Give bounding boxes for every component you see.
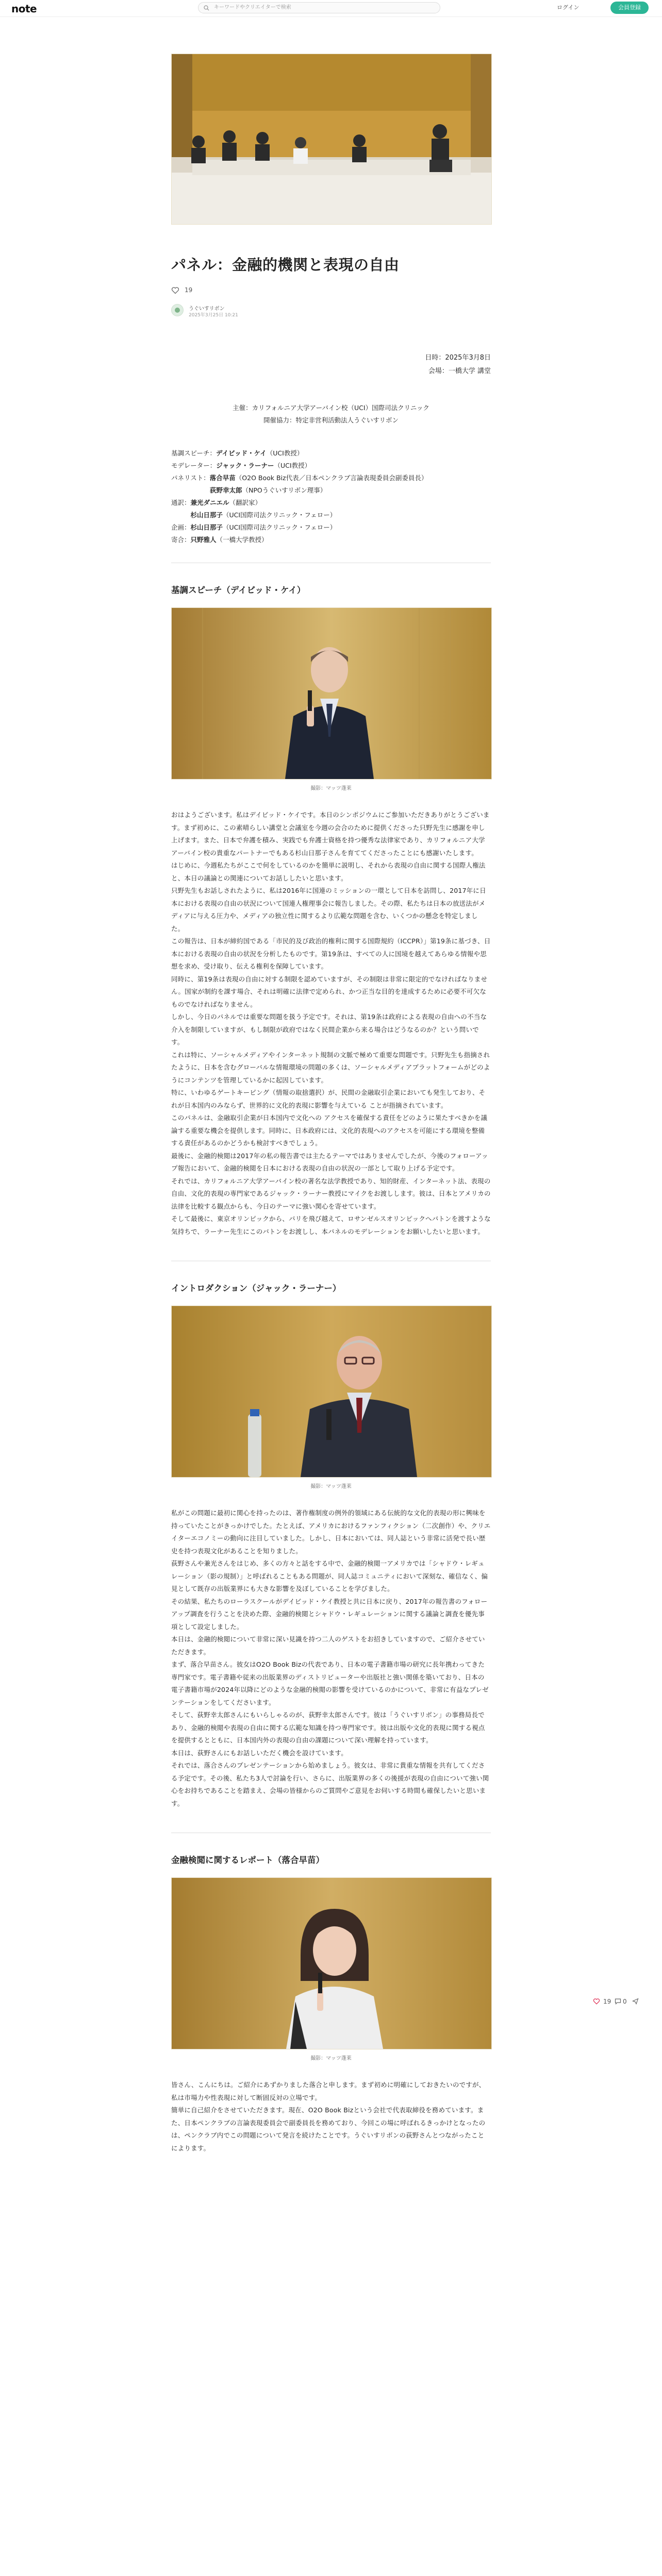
paragraph: 只野先生もお話しされたように、私は2016年に国連のミッションの一環として日本を訪問し、2017年に日本における表現の自由の状況について国連人権理事会に報告しました。その際、私たちは日本の放送法がメディアに与える圧力や、メディアの独立性に関するより広範な問題を含む、いくつかの懸念を特定しました。 <box>171 887 486 933</box>
role-note: （O2O Book Biz代表／日本ペンクラブ言論表現委員会副委員長） <box>235 474 428 482</box>
avatar[interactable] <box>171 304 184 316</box>
introduction-photo <box>171 1306 492 1478</box>
role-label: 基調スピーチ： <box>171 449 217 457</box>
heart-icon[interactable] <box>593 1998 600 2005</box>
role-note: （翻訳家） <box>229 499 262 506</box>
paragraph: このパネルは、金融取引企業が日本国内で文化への アクセスを確保する責任をどのように果たすべきかを議論する重要な機会を提供します。同時に、日本政府には、文化的表現へのアクセスを可能にする環境を整備する責任があるのかどうかも検討すべきでしょう。 <box>171 1114 488 1147</box>
role-line <box>171 484 491 497</box>
keynote-body <box>171 809 491 1238</box>
paragraph: そして、荻野幸太郎さんにもいらしゃるのが、荻野幸太郎さんです。彼は「うぐいすリボン」の事務局長であり、金融的検閲や表現の自由に関する広範な知識を持つ専門家です。彼は出版や文化的表現に関する視点を提供するとともに、日本国内外の表現の自由の課題について深い理解を持っています。 <box>171 1711 485 1744</box>
role-note: （UCI教授） <box>274 462 311 469</box>
hero-photo <box>171 54 492 225</box>
role-name: 落合早苗 <box>209 474 236 482</box>
section-heading-introduction: イントロダクション（ジャック・ラーナー） <box>171 1283 341 1293</box>
author-name[interactable]: うぐいすリボン <box>189 306 225 312</box>
paragraph: 最後に、金融的検閲は2017年の私の報告書では主たるテーマではありませんでしたが、今後のフォローアップ報告において、金融的検閲を日本における表現の自由の状況の一部として取り上げる予定です。 <box>171 1151 488 1172</box>
event-host: 主催：カリフォルニア大学アーバイン校（UCI）国際司法クリニック <box>233 404 429 412</box>
role-line <box>171 447 491 460</box>
login-link[interactable]: ログイン <box>557 4 580 11</box>
role-line <box>171 534 491 546</box>
roles-list <box>171 447 491 546</box>
section-heading-report: 金融検閲に関するレポート（落合早苗） <box>171 1855 324 1865</box>
role-note: （NPOうぐいすリボン理事） <box>242 486 327 494</box>
role-note: （UCI教授） <box>266 449 304 457</box>
signup-button[interactable]: 会員登録 <box>610 2 649 14</box>
role-name: 杉山日那子 <box>190 523 223 531</box>
photo-caption: 撮影：マッツ蓬莱 <box>310 2056 352 2061</box>
role-line <box>171 472 491 484</box>
paragraph: それでは、落合さんのプレゼンテーションから始めましょう。彼女は、非常に貴重な情報を共有してくださる予定です。その後、私たち3人で討論を行い、さらに、出版業界の多くの後援が表現の自由について強い関心をお持ちであることを踏まえ、会場の皆様からのご質問やご意見をお伺いする時間も確保したいと思います。 <box>171 1761 489 1807</box>
side-like-count: 19 <box>603 1998 611 2005</box>
role-label: モデレーター： <box>171 462 217 469</box>
post-date: 2025年3月25日 10:21 <box>189 313 238 318</box>
paragraph: はじめに、今週私たちがここで何をしているのかを簡単に説明し、それから表現の自由に関する国際人権法と、本日の議論との関連についてお話ししたいと思います。 <box>171 861 486 882</box>
role-note: （UCI国際司法クリニック・フェロー） <box>223 523 337 531</box>
role-label: 寄合： <box>171 536 191 544</box>
role-name: 只野雅人 <box>190 536 217 544</box>
article-title: パネル：金融的機関と表現の自由 <box>171 256 400 274</box>
paragraph: これは特に、ソーシャルメディアやインターネット規制の文脈で極めて重要な問題です。只野先生も指摘されたように、日本を含むグローバルな情報環境の問題の多くは、ソーシャルメディアプラットフォームがどのようにコンテンツを管理しているかに起因しています。 <box>171 1050 490 1084</box>
side-comment-count: 0 <box>623 1998 627 2005</box>
comment-icon[interactable] <box>615 1998 621 2005</box>
report-body <box>171 2079 491 2155</box>
photo-caption: 撮影：マッツ蓬莱 <box>310 786 352 791</box>
event-cohost: 開催協力：特定非営利活動法人うぐいすリボン <box>263 416 399 424</box>
heart-icon[interactable] <box>171 286 179 294</box>
article <box>171 54 491 2155</box>
role-line <box>171 521 491 534</box>
search-icon <box>204 5 209 11</box>
speaker-ochiai-image <box>172 1878 491 2049</box>
panel-stage-image <box>172 54 491 224</box>
paragraph: 同時に、第19条は表現の自由に対する制限を認めていますが、その制限は非常に限定的でなければなりません。国家が制約を課す場合、それは明確に法律で定められ、かつ正当な目的を達成するために必要不可欠なものでなければなりません。 <box>171 975 488 1008</box>
role-name: ジャック・ラーナー <box>216 462 274 469</box>
role-name: 荻野幸太郎 <box>210 486 242 494</box>
role-label <box>171 511 191 519</box>
paragraph: この報告は、日本が締約国である「市民的及び政治的権利に関する国際規約（ICCPR）」第19条に基づき、日本における表現の自由の状況を分析したものです。第19条は、すべての人に国境を越えてあらゆる情報や思想を求め、受け取り、伝える権利を保障しています。 <box>171 937 491 970</box>
paragraph: 皆さん、こんにちは。ご紹介にあずかりました落合と申します。まず初めに明確にしておきたいのですが、私は市場力や性表現に対して断固反対の立場です。 <box>171 2081 486 2102</box>
paragraph: 簡単に自己紹介をさせていただきます。現在、O2O Book Bizという会社で代表取締役を務めています。また、日本ペンクラブの言論表現委員会で副委員長を務めており、今回この場に呼ばれるきっかけとなったのは、ペンクラブ内でこの問題について発言を続けたことです。うぐいすリボンの荻野さんとつながったことによります。 <box>171 2106 486 2152</box>
role-line <box>171 497 491 509</box>
paragraph: 本日は、金融的検閲について非常に深い見識を持つ二人のゲストをお招きしていますので、ご紹介させていただきます。 <box>171 1635 485 1656</box>
speaker-kaye-image <box>172 608 491 779</box>
top-navigation-bar <box>0 0 662 17</box>
section-heading-keynote: 基調スピーチ（デイビッド・ケイ） <box>171 585 306 595</box>
paragraph: 荻野さんや兼光さんをはじめ、多くの方々と話をする中で、金融的検閲一アメリカでは「シャドウ・レギュレーション（影の規制）」と呼ばれることもある問題が、同人誌コミュニティにおいて深刻な、確信なく、偏見として既存の出版業界にも大きな影響を及ぼしていることを学びました。 <box>171 1560 488 1592</box>
paragraph: それでは、カリフォルニア大学アーバイン校の著名な法学教授であり、知的財産、インターネット法、表現の自由、文化的表現の専門家であるジャック・ラーナー教授にマイクをお渡しします。彼は、日本とアメリカの法律を比較する観点からも、今日のテーマに強い関心を寄せています。 <box>171 1177 491 1210</box>
note-logo[interactable]: note <box>11 3 37 15</box>
report-photo <box>171 1877 492 2049</box>
share-icon[interactable] <box>632 1998 639 2005</box>
search-placeholder: キーワードやクリエイターで検索 <box>214 5 291 10</box>
paragraph: 本日は、荻野さんにもお話しいただく機会を設けています。 <box>171 1749 347 1757</box>
paragraph: 私がこの問題に最初に関心を持ったのは、著作権制度の例外的領域にある伝統的な文化的表現の形に興味を持っていたことがきっかけでした。たとえば、アメリカにおけるファンフィクション（二次創作）や、クリエイターエコノミーの動向に注目していました。しかし、日本においては、同人誌という非常に活発で長い歴史を持つ表現文化があることを知りました。 <box>171 1509 491 1555</box>
role-name: 兼光ダニエル <box>190 499 229 506</box>
role-label: 企画： <box>171 523 191 531</box>
role-line <box>171 509 491 521</box>
paragraph: おはようございます。私はデイビッド・ケイです。本日のシンポジウムにご参加いただきありがとうございます。まず初めに、この素晴らしい講堂と会議室を今週の会合のために提供くださった只野先生に感謝を申し上げます。また、日本で弁護を積み、実践でも弁護士資格を持つ優秀な法律家であり、カリフォルニア大学アーバイン校の貴重なパートナーでもある杉山日那子さんを育ててくださったことにも感謝いたします。 <box>171 811 490 857</box>
paragraph: その結果、私たちのローラスクールがデイビッド・ケイ教授と共に日本に戻り、2017年の報告書のフォローアップ調査を行うことを決めた際、金融的検閲とシャドウ・レギュレーションに関する議論と調査を優先事項として設定しました。 <box>171 1597 488 1631</box>
role-note: （一橋大学教授） <box>216 536 268 544</box>
event-venue: 会場：一橋大学 講堂 <box>428 367 491 375</box>
author-info[interactable] <box>171 302 491 319</box>
paragraph: まず、落合早苗さん。彼女はO2O Book Bizの代表であり、日本の電子書籍市場の研究に長年携わってきた専門家です。電子書籍や従来の出版業界のディストリビューターや出版社と強い関係を築いており、日本の電子書籍市場が2024年以降にどのような金融的検閲の影響を受けているのかについて、非常に有益なプレゼンテーションをしてくださいます。 <box>171 1660 489 1706</box>
paragraph: そして最後に、東京オリンピックから、パリを飛び越えて、ロサンゼルスオリンピックへバトンを渡すような気持ちで、ラーナー先生にこのバトンをお渡しし、本パネルのモデレーションをお願いしたいと思います。 <box>171 1215 491 1235</box>
keynote-photo <box>171 607 492 779</box>
paragraph: しかし、今日のパネルでは重要な問題を扱う予定です。それは、第19条は政府による表現の自由への不当な介入を制限していますが、もし制限が政府ではなく民間企業から来る場合はどうなるのか？という問いです。 <box>171 1013 487 1046</box>
role-name: デイビッド・ケイ <box>216 449 267 457</box>
role-label: 通訳： <box>171 499 191 506</box>
role-line <box>171 460 491 472</box>
search-input[interactable] <box>198 2 440 13</box>
floating-actions <box>593 1997 639 2007</box>
role-name: 杉山日那子 <box>190 511 223 519</box>
role-note: （UCI国際司法クリニック・フェロー） <box>223 511 337 519</box>
photo-caption: 撮影：マッツ蓬莱 <box>310 1484 352 1489</box>
paragraph: 特に、いわゆるゲートキーピング（情報の取捨選択）が、民間の金融取引企業においても発生しており、それが日本国内のみならず、世界的に文化的表現に影響を与えている ことが指摘されています。 <box>171 1089 486 1109</box>
role-label: パネリスト： <box>171 474 210 482</box>
speaker-lerner-image <box>172 1306 491 1477</box>
like-count: 19 <box>185 286 193 294</box>
event-date: 日時：2025年3月8日 <box>425 354 491 362</box>
like-area <box>171 285 491 296</box>
role-label <box>171 486 210 494</box>
introduction-body <box>171 1507 491 1810</box>
